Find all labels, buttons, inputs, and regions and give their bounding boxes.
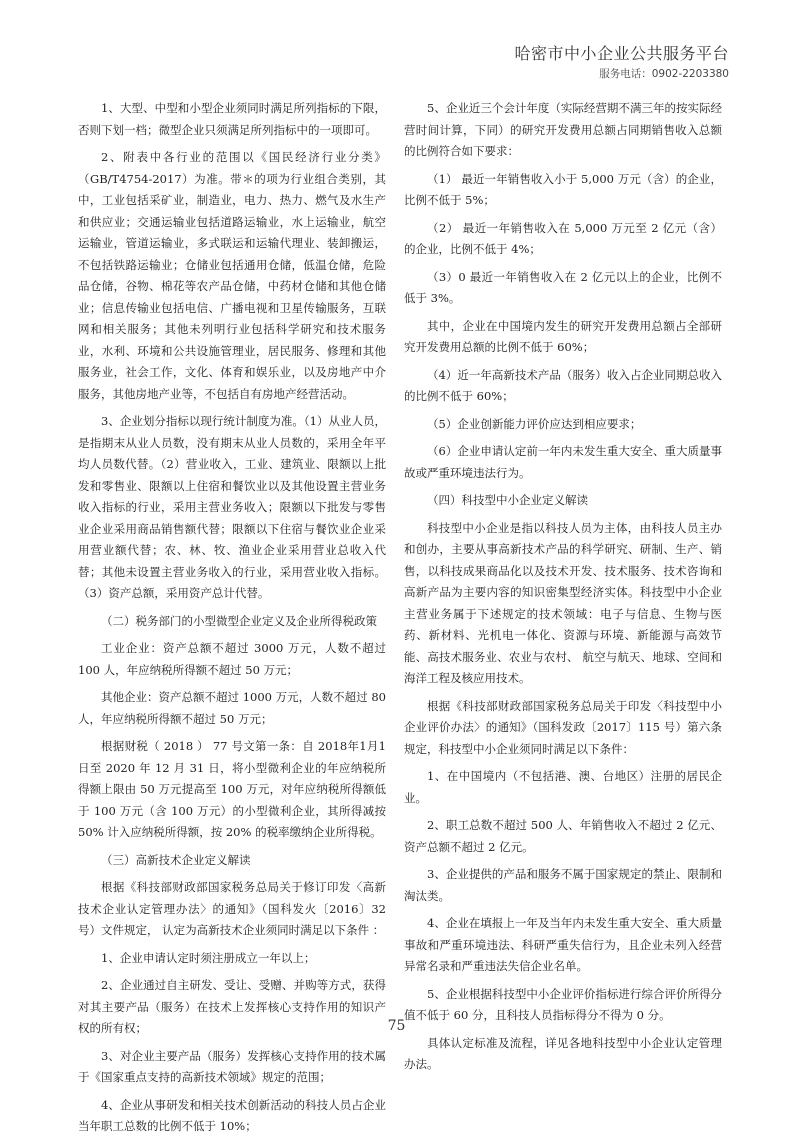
section-heading: （四）科技型中小企业定义解读	[427, 493, 588, 507]
paragraph: 科技型中小企业是指以科技人员为主体，由科技人员主办和创办，主要从事高新技术产品的科学研究、研制、生产、销售，以科技成果商品化以及技术开发、技术服务、技术咨询和高新产品为主要内容的知识密集型经济实体。科技型中小企业主营业务属于下述规定的技术领域：电子与信息、生物与医药、新材料、光机电一体化、资源与环境、新能源与高效节能、高技术服务业、农业与农村、 航空与航天、地球、空间和海洋工程及核应用技术。	[404, 520, 722, 685]
paragraph: 5、企业近三个会计年度（实际经营期不满三年的按实际经营时间计算，下同）的研究开发费用总额占同期销售收入总额的比例符合如下要求：	[404, 101, 722, 158]
left-column	[78, 98, 386, 1144]
paragraph: 5、企业根据科技型中小企业评价指标进行综合评价所得分值不低于 60 分，且科技人员指标得分不得为 0 分。	[404, 986, 722, 1022]
paragraph: 其中，企业在中国境内发生的研究开发费用总额占全部研究开发费用总额的比例不低于 60%；	[404, 318, 722, 354]
paragraph: 3、企业提供的产品和服务不属于国家规定的禁止、限制和淘汰类。	[404, 867, 722, 903]
paragraph: 1、大型、中型和小型企业须同时满足所列指标的下限，否则下划一档；微型企业只须满足所列指标中的一项即可。	[78, 101, 386, 137]
paragraph: （3）0 最近一年销售收入在 2 亿元以上的企业，比例不低于 3%。	[404, 269, 722, 305]
service-phone: 服务电话：0902-2203380	[599, 68, 729, 80]
section-heading: （二）税务部门的小型微型企业定义及企业所得税政策	[101, 613, 377, 628]
page-number: 75	[387, 1018, 406, 1034]
paragraph: （5）企业创新能力评价应达到相应要求；	[427, 416, 642, 431]
paragraph: （6）企业申请认定前一年内未发生重大安全、重大质量事故或严重环境违法行为。	[404, 444, 722, 480]
paragraph: 4、企业在填报上一年及当年内未发生重大安全、重大质量事故和严重环境违法、科研严重失信行为，且企业未列入经营异常名录和严重违法失信企业名单。	[404, 916, 722, 973]
paragraph: 根据财税（ 2018 ） 77 号文第一条：自 2018年1月1日至 2020 年 12 月 31 日，将小型微利企业的年应纳税所得额上限由 50 万元提高至 100 万元，对年应纳税所得额低于 100 万元（含 100 万元）的小型微利企业，其所得减按 50% 计入应纳税所得额，按 20% 的税率缴纳企业所得税。	[78, 739, 386, 839]
paragraph: 3、对企业主要产品（服务）发挥核心支持作用的技术属于《国家重点支持的高新技术领域》规定的范围；	[78, 1048, 386, 1084]
paragraph: 工业企业：资产总额不超过 3000 万元，人数不超过 100 人，年应纳税所得额不超过 50 万元；	[78, 641, 386, 677]
paragraph: 2、职工总数不超过 500 人、年销售收入不超过 2 亿元、资产总额不超过 2 亿元。	[404, 818, 722, 854]
paragraph: （4）近一年高新技术产品（服务）收入占企业同期总收入的比例不低于 60%；	[404, 367, 722, 403]
paragraph: 4、企业从事研发和相关技术创新活动的科技人员占企业当年职工总数的比例不低于 10%；	[78, 1097, 386, 1133]
paragraph: 其他企业：资产总额不超过 1000 万元，人数不超过 80 人，年应纳税所得额不超过 50 万元；	[78, 690, 386, 726]
section-heading: （三）高新技术企业定义解读	[101, 852, 251, 867]
paragraph: 2、附表中各行业的范围以《国民经济行业分类》（GB/T4754-2017）为准。带＊的项为行业组合类别，其中，工业包括采矿业，制造业，电力、热力、燃气及水生产和供应业；交通运输业包括道路运输业，水上运输业，航空运输业，管道运输业，多式联运和运输代理业、装卸搬运，不包括铁路运输业；仓储业包括通用仓储，低温仓储，危险品仓储，谷物、棉花等农产品仓储，中药材仓储和其他仓储业；信息传输业包括电信、广播电视和卫星传输服务，互联网和相关服务；其他未列明行业包括科学研究和技术服务业，水利、环境和公共设施管理业，居民服务、修理和其他服务业，社会工作，文化、体育和娱乐业，以及房地产中介服务，其他房地产业等，不包括自有房地产经营活动。	[78, 150, 386, 401]
paragraph: 根据《科技部财政部国家税务总局关于修订印发〈高新技术企业认定管理办法〉的通知》（国科发火〔2016〕32 号）文件规定， 认定为高新技术企业须同时满足以下条件 ：	[78, 880, 386, 937]
right-column	[404, 98, 722, 1082]
paragraph: 2、企业通过自主研发、受让、受赠、并购等方式，获得对其主要产品（服务）在技术上发挥核心支持作用的知识产权的所有权；	[78, 978, 386, 1035]
paragraph: （2） 最近一年销售收入在 5,000 万元至 2 亿元（含）的企业，比例不低于 4%；	[404, 220, 722, 256]
page-header	[514, 44, 729, 82]
paragraph: 1、在中国境内（不包括港、澳、台地区）注册的居民企业。	[404, 769, 722, 805]
paragraph: 根据《科技部财政部国家税务总局关于印发〈科技型中小企业评价办法〉的通知》（国科发政〔2017〕115 号）第六条规定，科技型中小企业须同时满足以下条件：	[404, 698, 722, 756]
paragraph: （1） 最近一年销售收入小于 5,000 万元（含）的企业，比例不低于 5%；	[404, 171, 722, 207]
paragraph: 1、企业申请认定时须注册成立一年以上；	[101, 950, 316, 965]
paragraph: 具体认定标准及流程，详见各地科技型中小企业认定管理办法。	[404, 1035, 722, 1071]
paragraph: 3、企业划分指标以现行统计制度为准。（1）从业人员，是指期末从业人员数，没有期末从业人员数的，采用全年平均人员数代替。（2）营业收入，工业、建筑业、限额以上批发和零售业、限额以上住宿和餐饮业以及其他设置主营业务收入指标的行业，采用主营业务收入；限额以下批发与零售业企业采用商品销售额代替；限额以下住宿与餐饮业企业采用营业额代替；农、林、牧、渔业企业采用营业总收入代替；其他未设置主营业务收入的行业，采用营业收入指标。（3）资产总额，采用资产总计代替。	[78, 414, 386, 600]
platform-title: 哈密市中小企业公共服务平台	[514, 44, 729, 63]
